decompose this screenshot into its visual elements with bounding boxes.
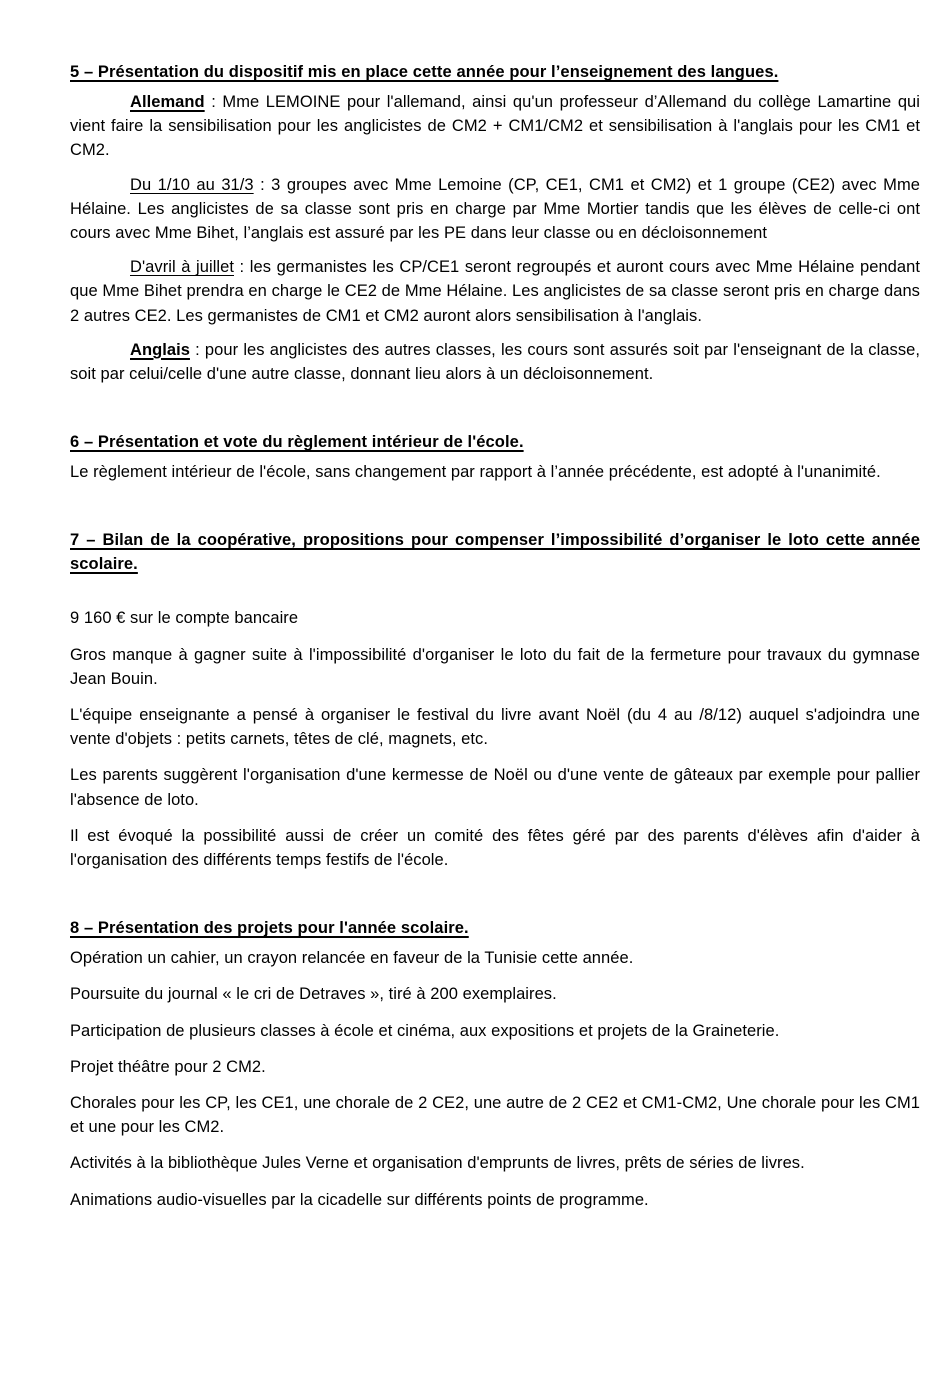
- section-8-paragraph-animations: Animations audio-visuelles par la cicadelle sur différents points de programme.: [70, 1190, 649, 1209]
- lead-label-du-1-10-au-31-3: Du 1/10 au 31/3: [130, 175, 254, 194]
- paragraph-text: : 3 groupes avec Mme Lemoine (CP, CE1, CM1 et CM2) et 1 groupe (CE2) avec Mme Hélaine. Les anglicistes de sa classe sont pris en charge par Mme Mortier tandis que les élèves de celle-ci ont cours avec Mme Bihet, l’anglais est assuré par les PE dans leur classe ou en décloisonnement: [70, 175, 920, 243]
- section-8-paragraph-ecole-et-cinema: Participation de plusieurs classes à école et cinéma, aux expositions et projets de la Graineterie.: [70, 1021, 780, 1040]
- section-8-paragraph-operation-cahier: Opération un cahier, un crayon relancée en faveur de la Tunisie cette année.: [70, 949, 634, 968]
- section-5-paragraph-du-1-10: [70, 173, 920, 246]
- lead-label-allemand: Allemand: [130, 93, 205, 111]
- lead-label-anglais: Anglais: [130, 340, 190, 359]
- spacer: [70, 970, 920, 982]
- paragraph-text: : les germanistes les CP/CE1 seront regroupés et auront cours avec Mme Hélaine pendant que Mme Bihet prendra en charge le CE2 de Mme Hélaine. Les anglicistes de sa classe seront pris en charge dans 2 autres CE2. Les germanistes de CM1 et CM2 auront alors sensibilisation à l'anglais.: [70, 258, 920, 325]
- section-7-paragraph-festival-du-livre: L'équipe enseignante a pensé à organiser le festival du livre avant Noël (du 4 au /8/12) auquel s'adjoindra une vente d'objets : petits carnets, têtes de clé, magnets, etc.: [70, 706, 920, 749]
- spacer: [70, 751, 920, 763]
- section-spacer: [70, 386, 920, 430]
- section-8-heading: [70, 916, 920, 940]
- spacer: [70, 1176, 920, 1188]
- section-8-paragraph-bibliotheque: Activités à la bibliothèque Jules Verne et organisation d'emprunts de livres, prêts de séries de livres.: [70, 1154, 805, 1173]
- section-8-heading-text: 8 – Présentation des projets pour l'année scolaire.: [70, 919, 469, 938]
- section-7-paragraph-kermesse: Les parents suggèrent l'organisation d'une kermesse de Noël ou d'une vente de gâteaux par exemple pour pallier l'absence de loto.: [70, 766, 920, 809]
- section-8-paragraph-chorales: Chorales pour les CP, les CE1, une chorale de 2 CE2, une autre de 2 CE2 et CM1-CM2, Une chorale pour les CM1 et une pour les CM2.: [70, 1094, 920, 1137]
- section-6-heading: [70, 430, 920, 454]
- spacer: [70, 1139, 920, 1151]
- section-7: [70, 528, 920, 872]
- section-5-heading: [70, 60, 920, 84]
- lead-label-avril-a-juillet: D'avril à juillet: [130, 258, 234, 277]
- spacer: [70, 631, 920, 643]
- section-7-heading-text: 7 – Bilan de la coopérative, propositions pour compenser l’impossibilité d’organiser le loto cette année scolaire.: [70, 531, 920, 574]
- spacer: [70, 812, 920, 824]
- section-7-paragraph-solde: 9 160 € sur le compte bancaire: [70, 609, 299, 628]
- section-5-paragraph-avril-juillet: [70, 255, 920, 328]
- section-5: [70, 60, 920, 386]
- spacer: [70, 1079, 920, 1091]
- section-8: [70, 916, 920, 1212]
- section-7-paragraph-comite-des-fetes: Il est évoqué la possibilité aussi de créer un comité des fêtes géré par des parents d'élèves afin d'aider à l'organisation des différents temps festifs de l'école.: [70, 826, 920, 870]
- section-8-paragraph-journal: Poursuite du journal « le cri de Detraves », tiré à 200 exemplaires.: [70, 985, 557, 1004]
- spacer: [70, 245, 920, 255]
- section-7-heading: [70, 528, 920, 600]
- paragraph-text: : Mme LEMOINE pour l'allemand, ainsi qu'un professeur d’Allemand du collège Lamartine qui vient faire la sensibilisation pour les anglicistes de CM2 + CM1/CM2 et sensibilisation à l'anglais pour les CM1 et CM2.: [70, 93, 920, 160]
- section-5-heading-text: 5 – Présentation du dispositif mis en place cette année pour l’enseignement des langues.: [70, 63, 779, 81]
- spacer: [70, 691, 920, 703]
- spacer: [70, 1007, 920, 1019]
- section-5-paragraph-allemand: [70, 90, 920, 163]
- paragraph-text: : pour les anglicistes des autres classes, les cours sont assurés soit par l'enseignant de la classe, soit par celui/celle d'une autre classe, donnant lieu alors à un décloisonnement.: [70, 340, 920, 384]
- section-7-paragraph-manque-a-gagner: Gros manque à gagner suite à l'impossibilité d'organiser le loto du fait de la fermeture pour travaux du gymnase Jean Bouin.: [70, 645, 920, 688]
- section-6-heading-text: 6 – Présentation et vote du règlement intérieur de l'école.: [70, 433, 524, 452]
- section-spacer: [70, 872, 920, 916]
- spacer: [70, 163, 920, 173]
- section-6-paragraph-1: Le règlement intérieur de l'école, sans changement par rapport à l’année précédente, est adopté à l'unanimité.: [70, 463, 881, 482]
- section-6: [70, 430, 920, 484]
- section-8-paragraph-theatre: Projet théâtre pour 2 CM2.: [70, 1057, 266, 1076]
- section-5-paragraph-anglais: [70, 338, 920, 386]
- section-spacer: [70, 484, 920, 528]
- spacer: [70, 328, 920, 338]
- spacer: [70, 1043, 920, 1055]
- document-body: [70, 60, 920, 1212]
